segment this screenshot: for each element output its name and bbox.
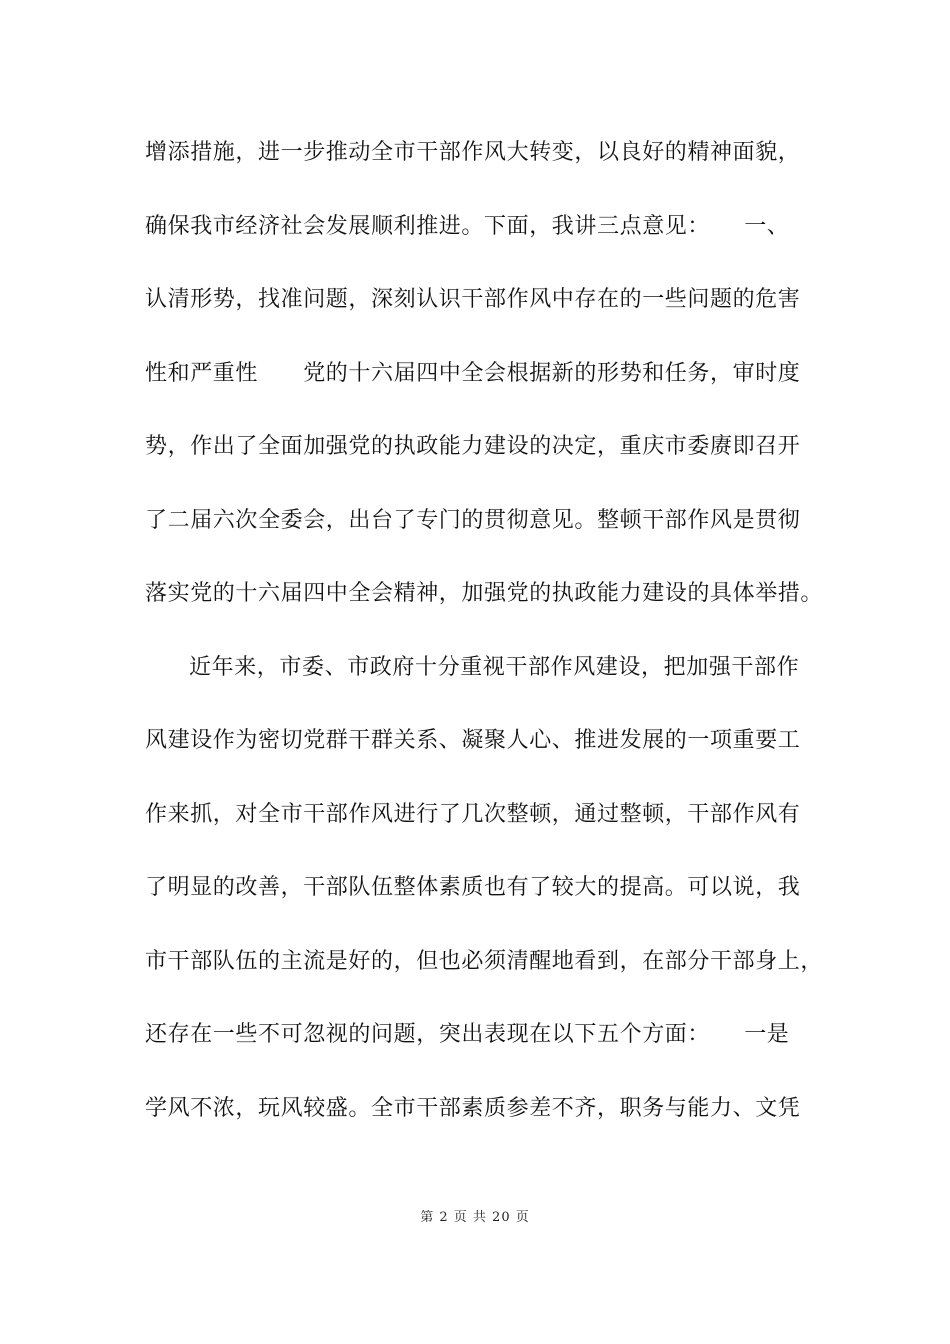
text-line: 还存在一些不可忽视的问题，突出表现在以下五个方面： 一是 — [145, 1022, 790, 1047]
body-text — [145, 130, 845, 1159]
text-line: 增添措施，进一步推动全市干部作风大转变，以良好的精神面貌， — [145, 140, 801, 165]
text-line: 了明显的改善，干部队伍整体素质也有了较大的提高。可以说，我 — [145, 875, 801, 900]
text-line: 性和严重性 党的十六届四中全会根据新的形势和任务，审时度 — [145, 360, 801, 386]
paragraph-start-line: 近年来，市委、市政府十分重视干部作风建设，把加强干部作 — [189, 654, 800, 680]
text-line: 势，作出了全面加强党的执政能力建设的决定，重庆市委赓即召开 — [145, 434, 801, 459]
text-line: 作来抓，对全市干部作风进行了几次整顿，通过整顿，干部作风有 — [145, 801, 801, 827]
text-line: 确保我市经济社会发展顺利推进。下面，我讲三点意见： 一、 — [145, 213, 790, 239]
text-line: 了二届六次全委会，出台了专门的贯彻意见。整顿干部作风是贯彻 — [145, 507, 801, 533]
page-number-footer: 第 2 页 共 20 页 — [420, 1210, 530, 1225]
text-line: 风建设作为密切党群干群关系、凝聚人心、推进发展的一项重要工 — [145, 728, 801, 753]
text-line: 落实党的十六届四中全会精神，加强党的执政能力建设的具体举措。 — [145, 581, 824, 606]
text-line: 学风不浓，玩风较盛。全市干部素质参差不齐，职务与能力、文凭 — [145, 1095, 801, 1121]
text-line: 认清形势，找准问题，深刻认识干部作风中存在的一些问题的危害 — [145, 287, 801, 312]
text-line: 市干部队伍的主流是好的，但也必须清醒地看到，在部分干部身上， — [145, 948, 824, 974]
